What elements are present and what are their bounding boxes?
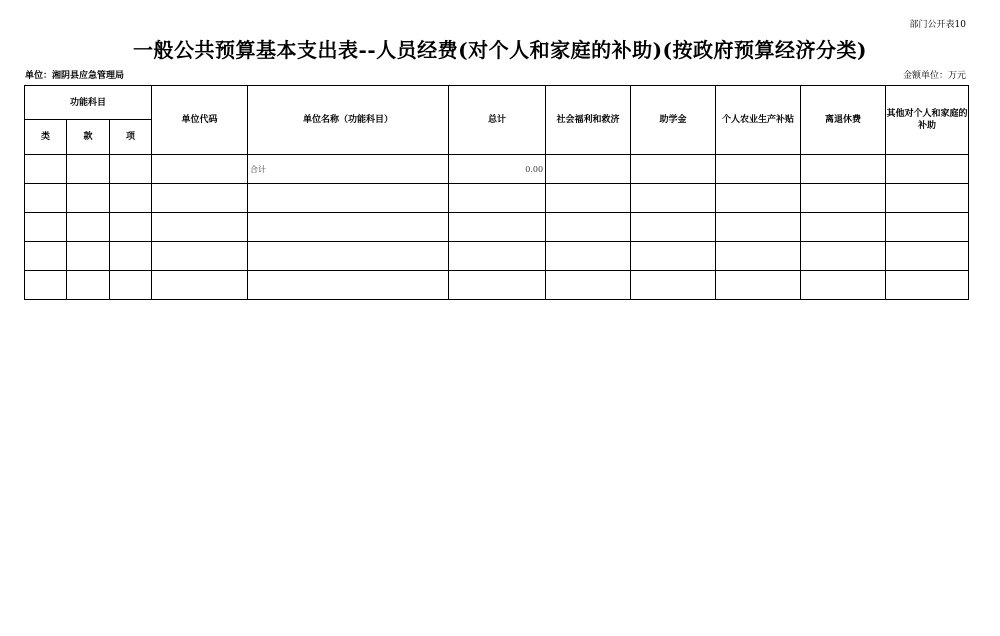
cell-agri-subsidy xyxy=(716,271,801,300)
table-row xyxy=(25,271,969,300)
cell-student-aid xyxy=(631,271,716,300)
table-row xyxy=(25,242,969,271)
cell-category xyxy=(25,213,67,242)
cell-item xyxy=(110,184,152,213)
cell-other-subsidy xyxy=(886,242,969,271)
cell-other-subsidy xyxy=(886,213,969,242)
cell-item xyxy=(110,213,152,242)
cell-unit-code xyxy=(152,155,248,184)
cell-agri-subsidy xyxy=(716,184,801,213)
page-number: 部门公开表10 xyxy=(909,20,966,30)
cell-unit-code xyxy=(152,184,248,213)
expenditure-table xyxy=(24,85,969,300)
header-function-subject: 功能科目 xyxy=(25,86,152,120)
header-agri-subsidy: 个人农业生产补贴 xyxy=(716,86,801,155)
cell-section xyxy=(67,155,110,184)
header-unit-name: 单位名称（功能科目） xyxy=(248,86,449,155)
header-total: 总计 xyxy=(449,86,546,155)
cell-agri-subsidy xyxy=(716,242,801,271)
cell-unit-name xyxy=(248,213,449,242)
cell-total: 0.00 xyxy=(449,155,546,184)
header-unit-code: 单位代码 xyxy=(152,86,248,155)
cell-social-welfare xyxy=(546,271,631,300)
cell-student-aid xyxy=(631,155,716,184)
cell-retirement xyxy=(801,155,886,184)
cell-agri-subsidy xyxy=(716,155,801,184)
page-title: 一般公共预算基本支出表--人员经费(对个人和家庭的补助)(按政府预算经济分类) xyxy=(133,38,867,62)
header-item: 项 xyxy=(110,120,152,155)
amount-unit-label: 金额单位：万元 xyxy=(902,71,966,81)
cell-unit-code xyxy=(152,242,248,271)
cell-retirement xyxy=(801,184,886,213)
cell-social-welfare xyxy=(546,213,631,242)
cell-unit-name xyxy=(248,184,449,213)
header-section: 款 xyxy=(67,120,110,155)
cell-other-subsidy xyxy=(886,155,969,184)
cell-unit-code xyxy=(152,213,248,242)
cell-category xyxy=(25,184,67,213)
cell-total xyxy=(449,184,546,213)
cell-section xyxy=(67,242,110,271)
cell-unit-name xyxy=(248,271,449,300)
cell-retirement xyxy=(801,213,886,242)
cell-retirement xyxy=(801,271,886,300)
header-student-aid: 助学金 xyxy=(631,86,716,155)
cell-unit-code xyxy=(152,271,248,300)
table-row xyxy=(25,213,969,242)
cell-agri-subsidy xyxy=(716,213,801,242)
cell-section xyxy=(67,271,110,300)
cell-item xyxy=(110,242,152,271)
cell-student-aid xyxy=(631,213,716,242)
cell-section xyxy=(67,184,110,213)
cell-other-subsidy xyxy=(886,271,969,300)
cell-student-aid xyxy=(631,242,716,271)
cell-unit-name: 合计 xyxy=(248,155,449,184)
header-social-welfare: 社会福利和救济 xyxy=(546,86,631,155)
table-row xyxy=(25,184,969,213)
cell-total xyxy=(449,271,546,300)
cell-social-welfare xyxy=(546,155,631,184)
unit-label: 单位：湘阴县应急管理局 xyxy=(25,71,125,81)
cell-total xyxy=(449,213,546,242)
cell-category xyxy=(25,271,67,300)
cell-section xyxy=(67,213,110,242)
cell-total xyxy=(449,242,546,271)
cell-student-aid xyxy=(631,184,716,213)
header-retirement: 离退休费 xyxy=(801,86,886,155)
cell-retirement xyxy=(801,242,886,271)
header-other-subsidy: 其他对个人和家庭的补助 xyxy=(886,86,969,155)
cell-social-welfare xyxy=(546,242,631,271)
cell-unit-name xyxy=(248,242,449,271)
table-row xyxy=(25,155,969,184)
cell-item xyxy=(110,271,152,300)
cell-item xyxy=(110,155,152,184)
cell-other-subsidy xyxy=(886,184,969,213)
header-category: 类 xyxy=(25,120,67,155)
cell-category xyxy=(25,155,67,184)
cell-category xyxy=(25,242,67,271)
cell-social-welfare xyxy=(546,184,631,213)
